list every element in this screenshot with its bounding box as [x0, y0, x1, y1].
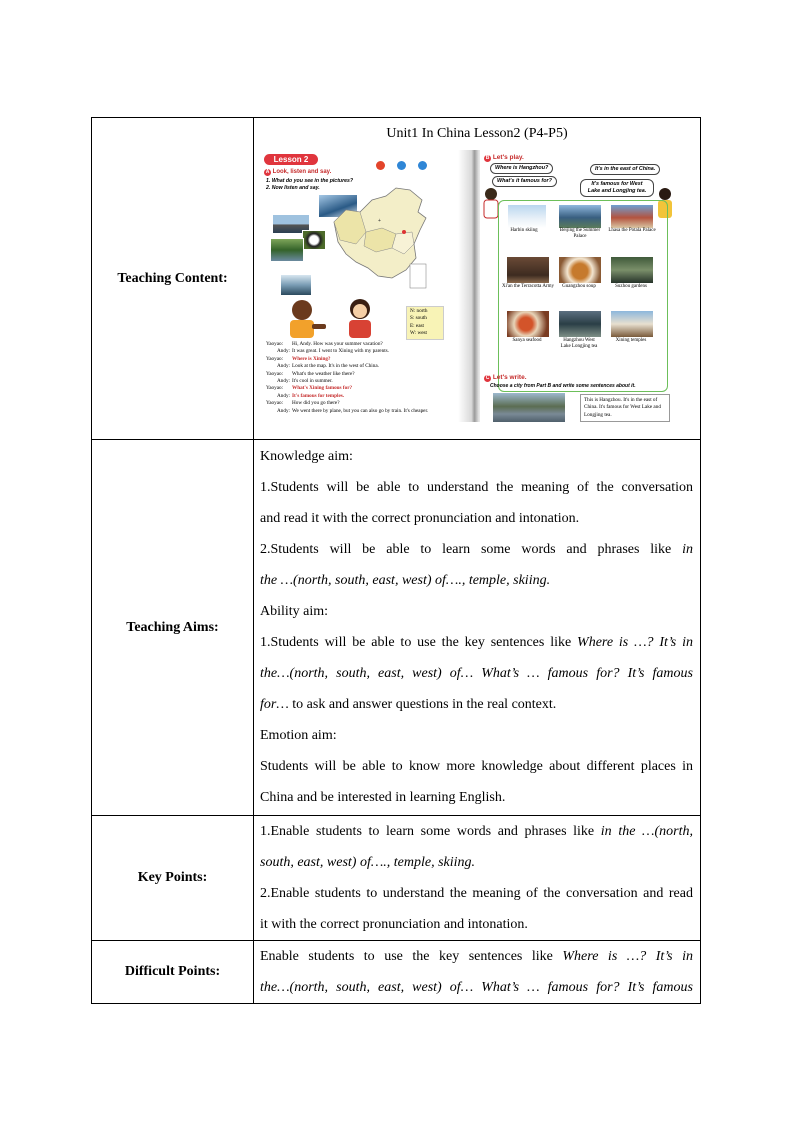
- speaker: Yaoyao:: [266, 400, 284, 407]
- legend-east: E: east: [410, 322, 424, 329]
- photo-panda: [302, 230, 326, 250]
- bubble-famous: What's it famous for?: [492, 176, 557, 187]
- knowledge-aim-heading: Knowledge aim:: [260, 449, 353, 464]
- photo-guangzhou: [558, 256, 602, 284]
- line-text: It was great. I went to Xining with my parents.: [292, 348, 389, 355]
- key-points-label: Key Points:: [92, 816, 254, 941]
- photo-sanya: [506, 310, 550, 338]
- section-a-title: Look, listen and say.: [272, 169, 332, 175]
- compass-legend: [406, 306, 444, 340]
- photo-beijing: [558, 204, 602, 229]
- dialogue: [266, 341, 466, 415]
- w2-icon: [418, 161, 427, 170]
- caption-beijing: Beijing the Summer Palace: [559, 228, 601, 239]
- line-text: What's the weather like there?: [292, 370, 355, 377]
- ability-aim-1c: [260, 689, 693, 720]
- key-point-1b: [260, 847, 693, 878]
- photo-harbin: [507, 204, 547, 229]
- dialogue-line: [266, 385, 466, 392]
- caption-hangzhou: Hangzhou West Lake Longjing tea: [560, 338, 598, 349]
- speaker: Andy:: [277, 407, 290, 414]
- knowledge-aim-2-phrases: the …(north, south, east, west) of…., temple, skiing.: [260, 573, 551, 588]
- speaker: Yaoyao:: [266, 370, 284, 377]
- difficult-points-label: Difficult Points:: [92, 941, 254, 1004]
- legend-south: S: south: [410, 315, 427, 322]
- sample-writing: This is Hangzhou. It's in the east of China. It's famous for West Lake and Longjing tea.: [580, 394, 670, 422]
- dialogue-line: [266, 371, 466, 378]
- legend-west: W: west: [410, 330, 427, 337]
- line-text: We went there by plane, but you can also go by train. It's cheaper.: [292, 407, 429, 414]
- audio-icons: [376, 157, 427, 175]
- speaker: Andy:: [277, 392, 290, 399]
- speaker: Yaoyao:: [266, 355, 284, 362]
- dialogue-line: [266, 400, 466, 407]
- photo-xining: [610, 310, 654, 338]
- key-point-2b: it with the correct pronunciation and intonation.: [260, 917, 528, 932]
- caption-xining: Xining temples: [615, 338, 647, 343]
- caption-guangzhou: Guangzhou soup: [562, 284, 596, 289]
- instr-1: 1. What do you see in the pictures?: [266, 178, 354, 184]
- svg-text:+: +: [378, 218, 381, 224]
- photo-hangzhou-lake: [492, 392, 566, 422]
- p-icon: [376, 161, 385, 170]
- photo-xian: [506, 256, 550, 284]
- key-points-cell: [254, 816, 701, 941]
- dialogue-line: [266, 341, 466, 348]
- photo-hangzhou: [558, 310, 602, 338]
- knowledge-aim-2: [260, 534, 693, 565]
- photo-suzhou: [610, 256, 654, 284]
- bubble-answer: It's famous for West Lake and Longjing tea.: [580, 179, 654, 197]
- difficult-point-1-italic: Where is …? It’s in: [562, 949, 693, 964]
- ability-aim-1b: [260, 658, 693, 689]
- caption-sanya: Sanya seafood: [512, 338, 542, 343]
- line-text: How did you go there?: [292, 400, 340, 407]
- speaker: Andy:: [277, 363, 290, 370]
- difficult-point-1b: [260, 972, 693, 1003]
- section-c-heading: [484, 374, 527, 382]
- section-c-title: Let's write.: [492, 374, 527, 381]
- ability-aim-1: [260, 627, 693, 658]
- emotion-aim-1: Students will be able to know more knowledge about different places in: [260, 759, 693, 774]
- ability-aim-1-end: to ask and answer questions in the real context.: [288, 697, 557, 712]
- line-text: Hi, Andy. How was your summer vacation?: [292, 341, 383, 347]
- key-point-1-italic: in the …(north,: [600, 824, 694, 839]
- difficult-point-1-sentences: the…(north, south, east, west) of… What’s … famous for? It’s famous: [260, 980, 693, 995]
- dialogue-line: [266, 363, 466, 370]
- line-text: Where is Xining?: [292, 355, 331, 362]
- teaching-content-label: Teaching Content:: [92, 118, 254, 440]
- ability-aim-1-sentences: the…(north, south, east, west) of… What’s … famous for? It’s famous: [260, 666, 693, 681]
- knowledge-aim-2-italic: in: [682, 542, 694, 557]
- line-text: Look at the map. It's in the west of China.: [292, 363, 379, 370]
- ability-aim-heading: Ability aim:: [260, 604, 329, 619]
- knowledge-aim-2b: [260, 565, 693, 596]
- caption-xian: Xi'an the Terracotta Army: [502, 284, 554, 289]
- difficult-point-1-text: Enable students to use the key sentences like: [260, 949, 553, 964]
- andy-illustration: [280, 296, 330, 340]
- dialogue-line: [266, 348, 466, 355]
- key-point-1-text: 1.Enable students to learn some words and phrases like: [260, 824, 595, 839]
- section-b-heading: [484, 154, 524, 162]
- teaching-aims-cell: [254, 440, 701, 816]
- speaker: Yaoyao:: [266, 341, 284, 347]
- teaching-aims-label: Teaching Aims:: [92, 440, 254, 816]
- lesson-badge: Lesson 2: [264, 154, 318, 165]
- legend-north: N: north: [410, 308, 428, 314]
- photo-boats: [280, 274, 312, 296]
- line-text: What's Xining famous for?: [292, 385, 353, 392]
- bubble-where: Where is Hangzhou?: [490, 163, 553, 174]
- caption-harbin: Harbin skiing: [510, 228, 538, 233]
- lesson-plan-table: [91, 117, 701, 1004]
- knowledge-aim-1: 1.Students will be able to understand the meaning of the conversation: [260, 480, 693, 495]
- section-a-badge: A: [265, 169, 270, 175]
- w-icon: [397, 161, 406, 170]
- speaker: Andy:: [277, 378, 290, 385]
- speaker: Andy:: [277, 348, 290, 355]
- ability-aim-1-italic: Where is …? It’s in: [577, 635, 693, 650]
- photo-lhasa: [610, 204, 654, 229]
- section-b-badge: B: [485, 155, 490, 161]
- key-point-2: 2.Enable students to understand the meaning of the conversation and read: [260, 886, 693, 901]
- section-c-instruction: Choose a city from Part B and write some sentences about it.: [490, 383, 636, 389]
- bubble-east: It's in the east of China.: [590, 164, 660, 175]
- yaoyao-illustration: [340, 296, 380, 340]
- section-a-heading: [264, 169, 331, 176]
- instr-2: 2. Now listen and say.: [266, 185, 320, 192]
- dialogue-line: [266, 393, 466, 400]
- caption-suzhou: Suzhou gardens: [615, 284, 647, 289]
- caption-lhasa: Lhasa the Potala Palace: [608, 228, 656, 233]
- photo-lake: [270, 238, 304, 262]
- china-map: [326, 182, 436, 294]
- dialogue-line: [266, 378, 466, 385]
- line-text: It's cool in summer.: [292, 378, 333, 385]
- line-text: It's famous for temples.: [292, 392, 345, 399]
- speaker: Yaoyao:: [266, 385, 284, 392]
- textbook-left-page: [258, 150, 472, 422]
- knowledge-aim-1b: and read it with the correct pronunciation and intonation.: [260, 511, 580, 526]
- dialogue-line: [266, 408, 466, 415]
- lesson-title: Unit1 In China Lesson2 (P4-P5): [386, 126, 568, 141]
- knowledge-aim-2-text: 2.Students will be able to learn some words and phrases like: [260, 542, 672, 557]
- section-b-title: Let's play.: [492, 154, 524, 161]
- difficult-points-cell: [254, 941, 701, 1004]
- textbook-right-page: [480, 150, 678, 422]
- section-c-badge: C: [485, 375, 490, 381]
- ability-aim-1-text: 1.Students will be able to use the key sentences like: [260, 635, 572, 650]
- textbook-spread: [258, 150, 678, 422]
- emotion-aim-1b: China and be interested in learning English.: [260, 790, 506, 805]
- emotion-aim-heading: Emotion aim:: [260, 728, 337, 743]
- key-point-1-phrases: south, east, west) of…., temple, skiing.: [260, 855, 476, 870]
- key-point-1: [260, 816, 693, 847]
- teaching-content-cell: [254, 118, 701, 440]
- ability-aim-1-for: for…: [260, 697, 289, 712]
- difficult-point-1: [260, 941, 693, 972]
